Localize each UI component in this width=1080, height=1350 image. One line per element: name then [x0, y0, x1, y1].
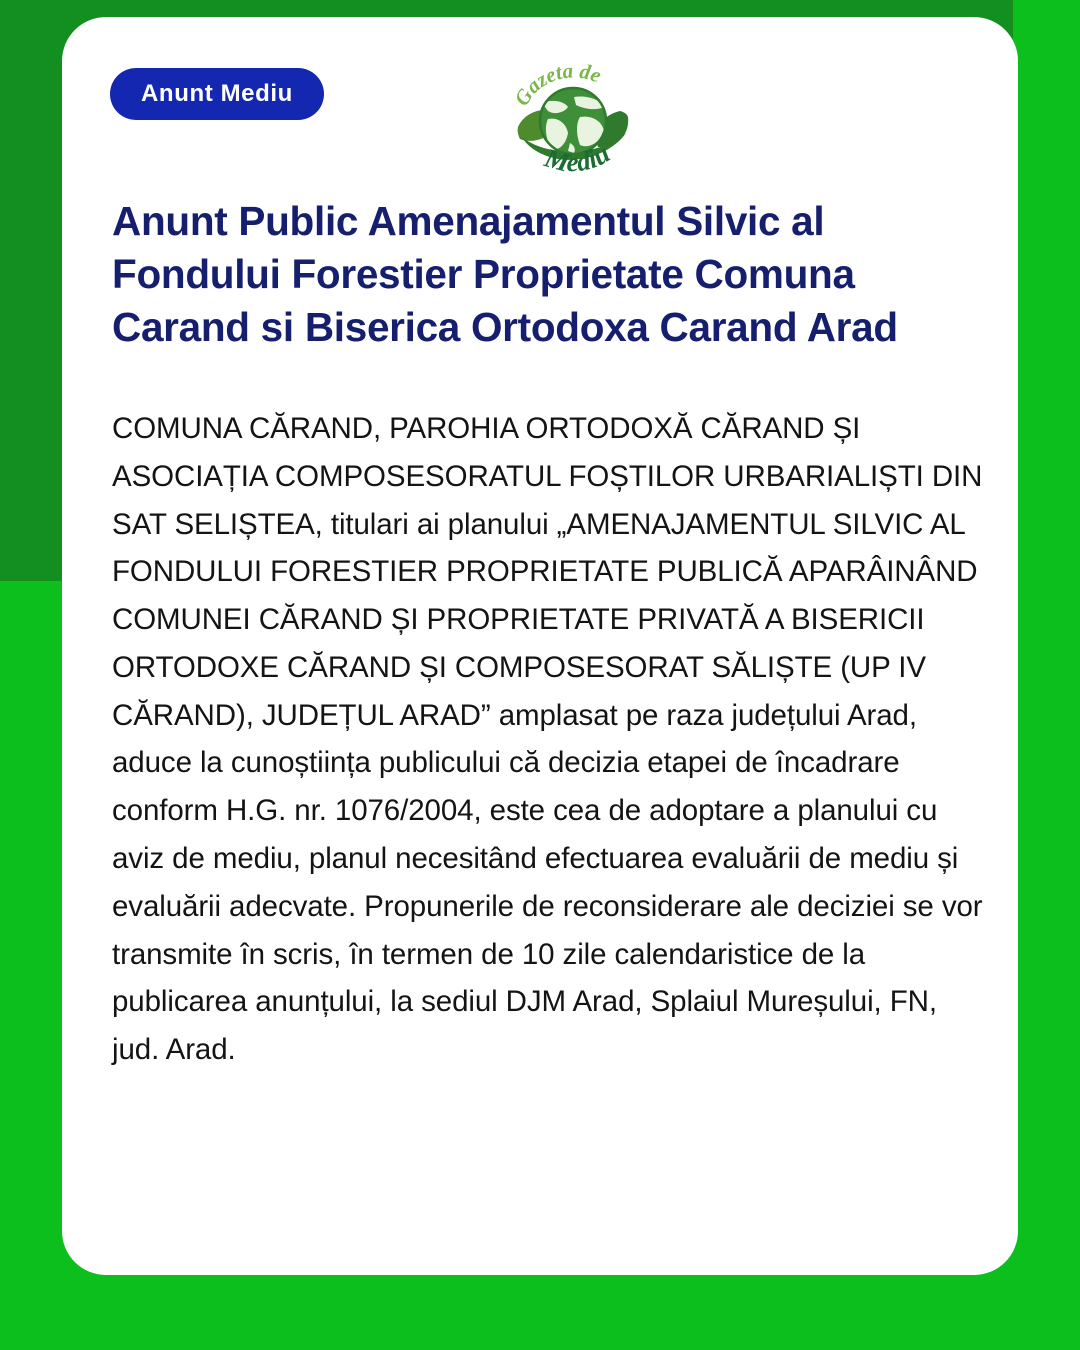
- category-badge[interactable]: Anunt Mediu: [110, 68, 324, 120]
- announcement-body: COMUNA CĂRAND, PAROHIA ORTODOXĂ CĂRAND ȘI ASOCIAȚIA COMPOSESORATUL FOȘTILOR URBARIALIȘTI DIN SAT SELIȘTEA, titulari ai planului „AMENAJAMENTUL SILVIC AL FONDULUI FORESTIER PROPRIETATE PUBLICĂ APARÂINÂND COMUNEI CĂRAND ȘI PROPRIETATE PRIVATĂ A BISERICII ORTODOXE CĂRAND ȘI COMPOSESORAT SĂLIȘTE (UP IV CĂRAND), JUDEȚUL ARAD” amplasat pe raza județului Arad, aduce la cunoștiința publicului că decizia etapei de încadrare conform H.G. nr. 1076/2004, este cea de adoptare a planului cu aviz de mediu, planul necesitând efectuarea evaluării de mediu și evaluării adecvate. Propunerile de reconsiderare ale deciziei se vor transmite în scris, în termen de 10 zile calendaristice de la publicarea anunțului, la sediul DJM Arad, Splaiul Mureșului, FN, jud. Arad.: [112, 412, 983, 1067]
- page-title: Anunt Public Amenajamentul Silvic al Fondului Forestier Proprietate Comuna Carand si Biserica Ortodoxa Carand Arad: [112, 198, 898, 351]
- logo-text-top: Gazeta de: [509, 58, 605, 110]
- logo-text-bottom: Mediu: [541, 137, 615, 178]
- announcement-card: [62, 17, 1018, 1275]
- gazeta-de-mediu-logo: [508, 53, 638, 187]
- card-header: [110, 53, 972, 193]
